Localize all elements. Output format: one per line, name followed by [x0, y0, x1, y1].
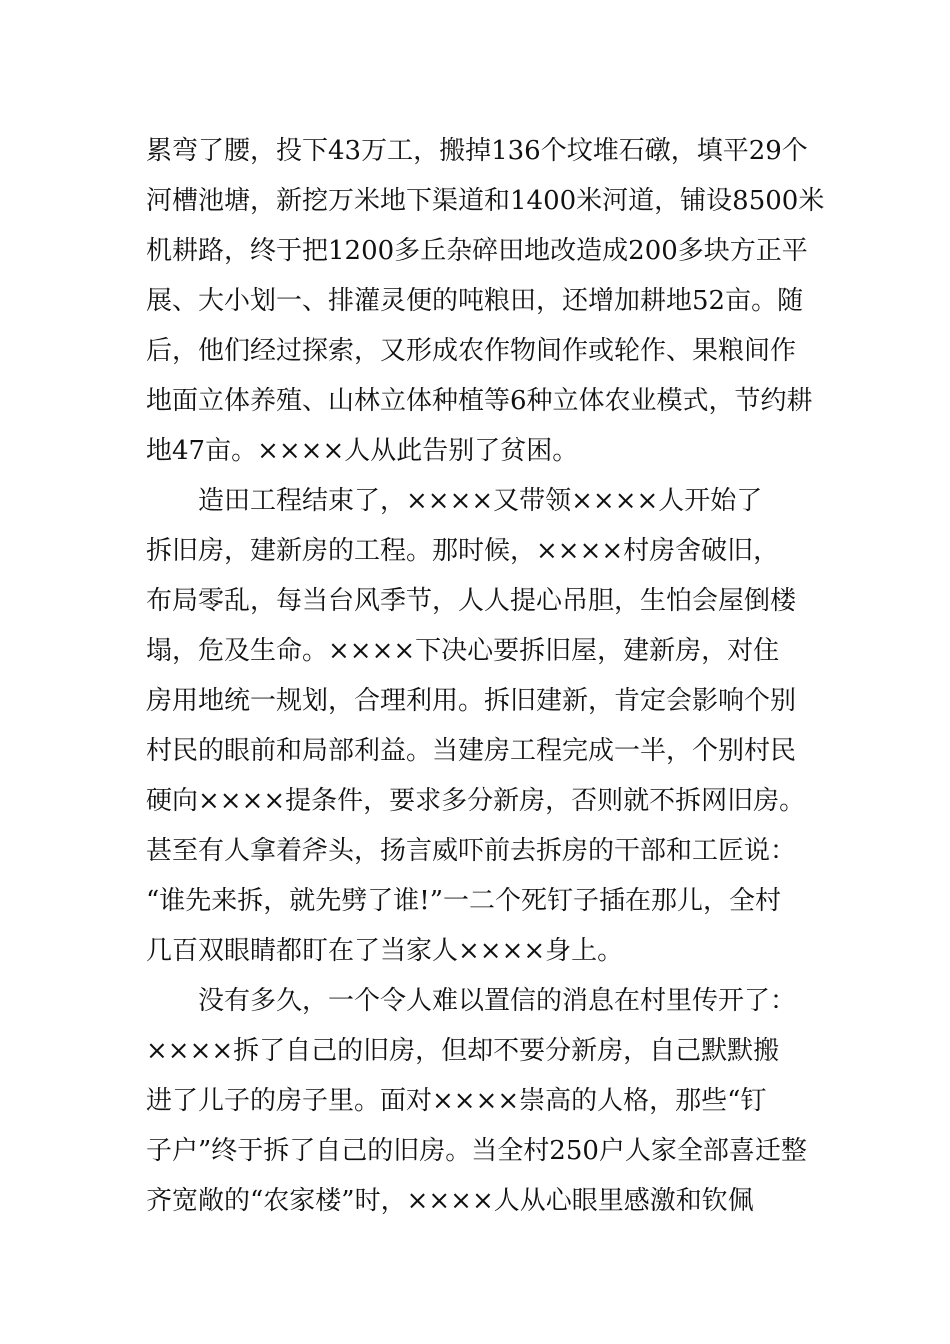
text-line: 布局零乱，每当台风季节，人人提心吊胆，生怕会屋倒楼	[146, 586, 797, 616]
text-line: 子户”终于拆了自己的旧房。当全村250户人家全部喜迁整	[146, 1136, 807, 1166]
text-line: 河槽池塘，新挖万米地下渠道和1400米河道，铺设8500米	[146, 186, 825, 216]
text-line: ××××拆了自己的旧房，但却不要分新房，自己默默搬	[146, 1036, 780, 1066]
paragraph-2	[146, 476, 846, 976]
text-line: 甚至有人拿着斧头，扬言威吓前去拆房的干部和工匠说：	[146, 836, 797, 866]
text-line: 造田工程结束了，××××又带领××××人开始了	[198, 486, 763, 516]
body-text	[146, 126, 846, 1226]
text-line: 机耕路，终于把1200多丘杂碎田地改造成200多块方正平	[146, 236, 808, 266]
text-line: “谁先来拆，就先劈了谁!”一二个死钉子插在那儿，全村	[146, 886, 782, 916]
text-line: 地47亩。××××人从此告别了贫困。	[146, 436, 579, 466]
paragraph-1	[146, 126, 846, 476]
text-line: 展、大小划一、排灌灵便的吨粮田，还增加耕地52亩。随	[146, 286, 804, 316]
text-line: 村民的眼前和局部利益。当建房工程完成一半，个别村民	[146, 736, 797, 766]
text-line: 累弯了腰，投下43万工，搬掉136个坟堆石礅，填平29个	[146, 136, 808, 166]
text-line: 拆旧房，建新房的工程。那时候，××××村房舍破旧，	[146, 536, 780, 566]
text-line: 进了儿子的房子里。面对××××崇高的人格，那些“钉	[146, 1086, 767, 1116]
text-line: 后，他们经过探索，又形成农作物间作或轮作、果粮间作	[146, 336, 797, 366]
text-line: 房用地统一规划，合理利用。拆旧建新，肯定会影响个别	[146, 686, 797, 716]
text-line: 齐宽敞的“农家楼”时，××××人从心眼里感激和钦佩	[146, 1186, 754, 1216]
text-line: 硬向××××提条件，要求多分新房，否则就不拆网旧房。	[146, 786, 806, 816]
text-line: 地面立体养殖、山林立体种植等6种立体农业模式，节约耕	[146, 386, 813, 416]
paragraph-3	[146, 976, 846, 1226]
text-line: 塌，危及生命。××××下决心要拆旧屋，建新房，对住	[146, 636, 780, 666]
text-line: 没有多久，一个令人难以置信的消息在村里传开了：	[198, 986, 797, 1016]
text-line: 几百双眼睛都盯在了当家人××××身上。	[146, 936, 624, 966]
